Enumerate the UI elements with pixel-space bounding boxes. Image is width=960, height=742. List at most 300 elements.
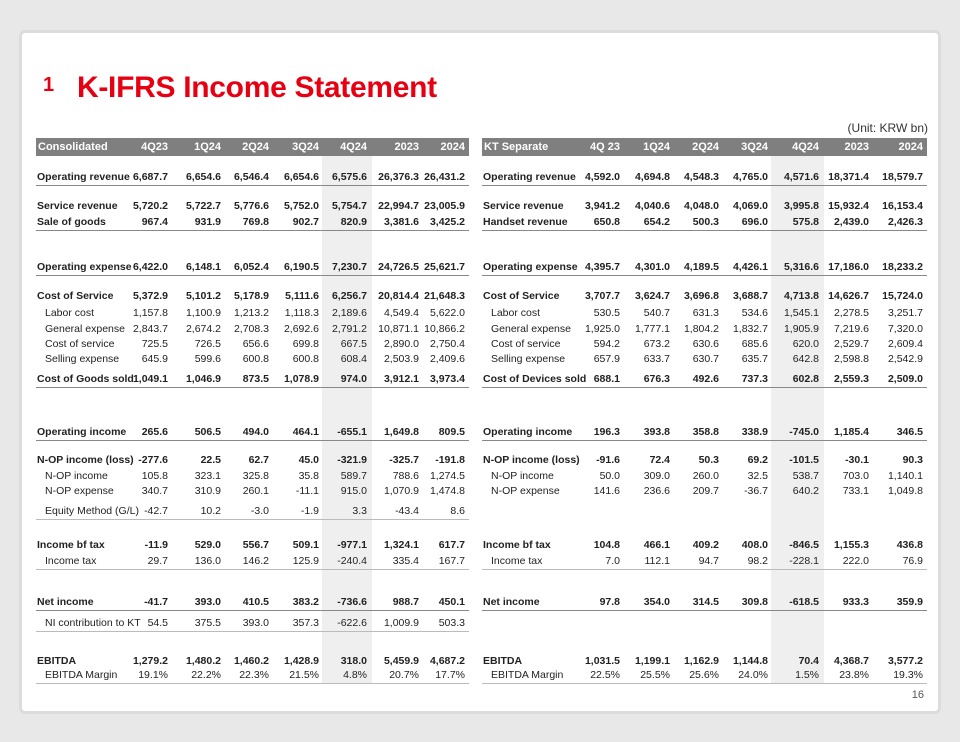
cell-value: 325.8 — [242, 470, 269, 482]
table-row — [482, 323, 927, 337]
cell-value: 309.0 — [643, 470, 670, 482]
column-header-3q24: 3Q24 — [292, 141, 319, 153]
cell-value: 25.5% — [640, 669, 670, 681]
cell-value: 5,372.9 — [132, 290, 168, 302]
cell-value: 534.6 — [741, 307, 768, 319]
cell-value: -240.4 — [337, 555, 367, 567]
cell-value: 20,814.4 — [378, 290, 419, 302]
cell-value: 1,046.9 — [185, 373, 221, 385]
cell-value: 72.4 — [649, 454, 670, 466]
cell-value: 4,048.0 — [683, 200, 719, 212]
cell-value: 640.2 — [792, 485, 819, 497]
cell-value: 70.4 — [798, 655, 819, 667]
cell-value: 54.5 — [147, 617, 168, 629]
row-label: Net income — [37, 596, 94, 608]
table-row — [482, 539, 927, 553]
table-row — [36, 454, 469, 468]
row-label: NI contribution to KT — [45, 617, 141, 629]
cell-value: -43.4 — [395, 505, 419, 517]
row-label: EBITDA Margin — [491, 669, 564, 681]
row-label: Income bf tax — [37, 539, 105, 551]
cell-value: 631.3 — [692, 307, 719, 319]
cell-value: 5,776.6 — [233, 200, 269, 212]
cell-value: 318.0 — [340, 655, 367, 667]
cell-value: 630.7 — [692, 353, 719, 365]
cell-value: 15,932.4 — [828, 200, 869, 212]
cell-value: 136.0 — [194, 555, 221, 567]
cell-value: 10,866.2 — [424, 323, 465, 335]
cell-value: -42.7 — [144, 505, 168, 517]
cell-value: 1.5% — [795, 669, 819, 681]
row-divider — [36, 275, 469, 276]
cell-value: 15,724.0 — [882, 290, 923, 302]
column-header-1q24: 1Q24 — [643, 141, 670, 153]
cell-value: 2,529.7 — [833, 338, 869, 350]
cell-value: 5,316.6 — [783, 261, 819, 273]
cell-value: 656.6 — [242, 338, 269, 350]
cell-value: 696.0 — [741, 216, 768, 228]
cell-value: 7,230.7 — [331, 261, 367, 273]
cell-value: -1.9 — [300, 505, 319, 517]
column-header-2q24: 2Q24 — [242, 141, 269, 153]
cell-value: 22.3% — [239, 669, 269, 681]
cell-value: 450.1 — [438, 596, 465, 608]
cell-value: 209.7 — [692, 485, 719, 497]
table-row — [36, 290, 469, 304]
cell-value: 650.8 — [593, 216, 620, 228]
cell-value: 141.6 — [593, 485, 620, 497]
table-row — [36, 669, 469, 683]
table-row — [36, 555, 469, 569]
cell-value: 4,571.6 — [783, 171, 819, 183]
cell-value: -41.7 — [144, 596, 168, 608]
row-label: EBITDA — [37, 655, 77, 667]
cell-value: 645.9 — [141, 353, 168, 365]
cell-value: 1,009.9 — [383, 617, 419, 629]
table-row — [482, 200, 927, 214]
slide — [19, 30, 941, 714]
cell-value: 1,274.5 — [429, 470, 465, 482]
cell-value: 410.5 — [242, 596, 269, 608]
cell-value: 393.0 — [194, 596, 221, 608]
cell-value: 642.8 — [792, 353, 819, 365]
cell-value: 4.8% — [343, 669, 367, 681]
row-label: N-OP income (loss) — [483, 454, 580, 466]
column-header-1q24: 1Q24 — [194, 141, 221, 153]
cell-value: 902.7 — [292, 216, 319, 228]
cell-value: 1,155.3 — [833, 539, 869, 551]
cell-value: 222.0 — [842, 555, 869, 567]
cell-value: 1,199.1 — [634, 655, 670, 667]
cell-value: 5,101.2 — [185, 290, 221, 302]
cell-value: 35.8 — [298, 470, 319, 482]
row-divider — [36, 610, 469, 611]
cell-value: 6,148.1 — [185, 261, 221, 273]
cell-value: 309.8 — [741, 596, 768, 608]
column-header-4q-23: 4Q 23 — [590, 141, 620, 153]
cell-value: 4,694.8 — [634, 171, 670, 183]
cell-value: 16,153.4 — [882, 200, 923, 212]
cell-value: 725.5 — [141, 338, 168, 350]
table-row — [36, 373, 469, 387]
cell-value: 1,428.9 — [283, 655, 319, 667]
table-row — [482, 470, 927, 484]
cell-value: 393.8 — [643, 426, 670, 438]
row-label: N-OP expense — [45, 485, 114, 497]
cell-value: 436.8 — [896, 539, 923, 551]
cell-value: 4,301.0 — [634, 261, 670, 273]
cell-value: 529.0 — [194, 539, 221, 551]
cell-value: 4,765.0 — [732, 171, 768, 183]
cell-value: 3,624.7 — [634, 290, 670, 302]
cell-value: 2,542.9 — [887, 353, 923, 365]
cell-value: 466.1 — [643, 539, 670, 551]
row-label: Income tax — [45, 555, 97, 567]
cell-value: 359.9 — [896, 596, 923, 608]
cell-value: 260.1 — [242, 485, 269, 497]
cell-value: 1,474.8 — [429, 485, 465, 497]
cell-value: 22,994.7 — [378, 200, 419, 212]
cell-value: -11.9 — [144, 539, 168, 551]
cell-value: 7,219.6 — [833, 323, 869, 335]
cell-value: 2,426.3 — [887, 216, 923, 228]
cell-value: 1,832.7 — [732, 323, 768, 335]
column-header-4q24: 4Q24 — [792, 141, 819, 153]
cell-value: 1,279.2 — [132, 655, 168, 667]
cell-value: 6,654.6 — [185, 171, 221, 183]
cell-value: 260.0 — [692, 470, 719, 482]
cell-value: 6,422.0 — [132, 261, 168, 273]
cell-value: 464.1 — [292, 426, 319, 438]
table-row — [36, 617, 469, 631]
cell-value: 931.9 — [194, 216, 221, 228]
cell-value: 4,713.8 — [783, 290, 819, 302]
cell-value: 24.0% — [738, 669, 768, 681]
cell-value: 2,509.0 — [887, 373, 923, 385]
left-header-title: Consolidated — [38, 141, 108, 153]
cell-value: -321.9 — [337, 454, 367, 466]
cell-value: 335.4 — [392, 555, 419, 567]
cell-value: 1,118.3 — [284, 307, 319, 319]
cell-value: 1,213.2 — [233, 307, 269, 319]
left-table-header — [36, 138, 469, 156]
cell-value: 673.2 — [643, 338, 670, 350]
cell-value: 314.5 — [692, 596, 719, 608]
table-row — [36, 171, 469, 185]
cell-value: 2,843.7 — [132, 323, 168, 335]
page-number: 16 — [911, 689, 924, 701]
row-label: Cost of service — [45, 338, 115, 350]
row-label: General expense — [45, 323, 125, 335]
cell-value: 18,579.7 — [882, 171, 923, 183]
cell-value: 409.2 — [692, 539, 719, 551]
cell-value: 146.2 — [242, 555, 269, 567]
cell-value: 608.4 — [340, 353, 367, 365]
table-row — [36, 596, 469, 610]
cell-value: 635.7 — [741, 353, 768, 365]
cell-value: 23.8% — [839, 669, 869, 681]
cell-value: 22.5% — [590, 669, 620, 681]
table-row — [36, 323, 469, 337]
cell-value: 18,371.4 — [828, 171, 869, 183]
title-number: 1 — [43, 74, 55, 96]
row-label: Service revenue — [483, 200, 564, 212]
cell-value: 393.0 — [242, 617, 269, 629]
cell-value: 17.7% — [435, 669, 465, 681]
cell-value: 340.7 — [141, 485, 168, 497]
cell-value: 25.6% — [689, 669, 719, 681]
cell-value: 5,111.6 — [285, 290, 319, 302]
cell-value: -736.6 — [337, 596, 367, 608]
row-label: N-OP income (loss) — [37, 454, 134, 466]
cell-value: 10,871.1 — [378, 323, 419, 335]
cell-value: 22.5 — [200, 454, 221, 466]
page-title: K-IFRS Income Statement — [77, 71, 437, 104]
cell-value: 685.6 — [741, 338, 768, 350]
cell-value: 4,426.1 — [732, 261, 768, 273]
cell-value: 22.2% — [191, 669, 221, 681]
table-row — [482, 426, 927, 440]
row-label: Selling expense — [491, 353, 566, 365]
cell-value: 2,189.6 — [331, 307, 367, 319]
cell-value: 530.5 — [593, 307, 620, 319]
cell-value: 4,548.3 — [683, 171, 719, 183]
cell-value: 1,185.4 — [833, 426, 869, 438]
table-row — [36, 216, 469, 230]
cell-value: 3,696.8 — [683, 290, 719, 302]
cell-value: 76.9 — [902, 555, 923, 567]
cell-value: 3.3 — [352, 505, 367, 517]
cell-value: 737.3 — [741, 373, 768, 385]
unit-label: (Unit: KRW bn) — [847, 121, 928, 135]
cell-value: 26,431.2 — [424, 171, 465, 183]
cell-value: 494.0 — [242, 426, 269, 438]
row-label: Operating revenue — [483, 171, 576, 183]
cell-value: 915.0 — [340, 485, 367, 497]
cell-value: 383.2 — [292, 596, 319, 608]
cell-value: 769.8 — [242, 216, 269, 228]
table-row — [482, 353, 927, 367]
table-row — [36, 426, 469, 440]
cell-value: 5,754.7 — [331, 200, 367, 212]
row-label: Cost of service — [491, 338, 561, 350]
cell-value: 1,049.8 — [887, 485, 923, 497]
cell-value: 1,804.2 — [683, 323, 719, 335]
cell-value: 633.7 — [643, 353, 670, 365]
cell-value: 50.0 — [599, 470, 620, 482]
row-label: Income tax — [491, 555, 543, 567]
cell-value: -101.5 — [789, 454, 819, 466]
row-divider — [36, 519, 469, 520]
cell-value: -277.6 — [138, 454, 168, 466]
column-header-2023: 2023 — [394, 141, 419, 153]
row-label: Handset revenue — [483, 216, 568, 228]
cell-value: -622.6 — [337, 617, 367, 629]
cell-value: 654.2 — [643, 216, 670, 228]
cell-value: 2,439.0 — [833, 216, 869, 228]
table-row — [482, 171, 927, 185]
right-header-title: KT Separate — [484, 141, 549, 153]
row-label: Cost of Devices sold — [483, 373, 587, 385]
table-row — [482, 596, 927, 610]
table-row — [36, 655, 469, 669]
cell-value: 5,722.7 — [185, 200, 221, 212]
cell-value: 3,688.7 — [732, 290, 768, 302]
cell-value: 20.7% — [389, 669, 419, 681]
row-label: Operating expense — [37, 261, 132, 273]
cell-value: 988.7 — [392, 596, 419, 608]
cell-value: 1,480.2 — [185, 655, 221, 667]
cell-value: 538.7 — [792, 470, 819, 482]
cell-value: 2,708.3 — [233, 323, 269, 335]
cell-value: 2,692.6 — [283, 323, 319, 335]
cell-value: 599.6 — [194, 353, 221, 365]
column-header-4q24: 4Q24 — [340, 141, 367, 153]
cell-value: 2,890.0 — [383, 338, 419, 350]
cell-value: -30.1 — [845, 454, 869, 466]
cell-value: 323.1 — [194, 470, 221, 482]
cell-value: 6,575.6 — [331, 171, 367, 183]
cell-value: 3,707.7 — [584, 290, 620, 302]
cell-value: 506.5 — [194, 426, 221, 438]
cell-value: 19.1% — [138, 669, 168, 681]
cell-value: 45.0 — [298, 454, 319, 466]
column-header-2024: 2024 — [440, 141, 465, 153]
table-row — [36, 539, 469, 553]
cell-value: 25,621.7 — [424, 261, 465, 273]
cell-value: 667.5 — [340, 338, 367, 350]
row-divider — [482, 275, 927, 276]
cell-value: 105.8 — [141, 470, 168, 482]
cell-value: 1,905.9 — [783, 323, 819, 335]
row-divider — [482, 387, 927, 388]
cell-value: 90.3 — [902, 454, 923, 466]
cell-value: 4,368.7 — [833, 655, 869, 667]
cell-value: 3,577.2 — [887, 655, 923, 667]
cell-value: 98.2 — [747, 555, 768, 567]
cell-value: 500.3 — [692, 216, 719, 228]
cell-value: 1,545.1 — [783, 307, 819, 319]
table-row — [482, 669, 927, 683]
cell-value: 788.6 — [392, 470, 419, 482]
cell-value: 688.1 — [593, 373, 620, 385]
cell-value: 112.1 — [644, 555, 670, 567]
row-label: Operating income — [37, 426, 127, 438]
cell-value: 24,726.5 — [378, 261, 419, 273]
cell-value: 8.6 — [450, 505, 465, 517]
row-label: General expense — [491, 323, 571, 335]
cell-value: 1,460.2 — [233, 655, 269, 667]
cell-value: 1,324.1 — [383, 539, 419, 551]
cell-value: -3.0 — [250, 505, 269, 517]
cell-value: 2,503.9 — [383, 353, 419, 365]
table-row — [482, 261, 927, 275]
cell-value: 2,674.2 — [185, 323, 221, 335]
cell-value: 62.7 — [248, 454, 269, 466]
row-label: N-OP income — [45, 470, 108, 482]
cell-value: 7,320.0 — [887, 323, 923, 335]
cell-value: 575.8 — [792, 216, 819, 228]
cell-value: -228.1 — [789, 555, 819, 567]
table-row — [482, 485, 927, 499]
cell-value: 50.3 — [698, 454, 719, 466]
cell-value: 2,791.2 — [331, 323, 367, 335]
cell-value: 657.9 — [593, 353, 620, 365]
cell-value: 354.0 — [643, 596, 670, 608]
cell-value: 5,459.9 — [383, 655, 419, 667]
cell-value: 4,069.0 — [732, 200, 768, 212]
row-label: Labor cost — [491, 307, 541, 319]
row-label: Selling expense — [45, 353, 120, 365]
cell-value: 967.4 — [141, 216, 168, 228]
column-header-2024: 2024 — [898, 141, 923, 153]
cell-value: 5,178.9 — [233, 290, 269, 302]
cell-value: 600.8 — [242, 353, 269, 365]
row-divider — [36, 230, 469, 231]
row-label: Service revenue — [37, 200, 118, 212]
cell-value: 310.9 — [194, 485, 221, 497]
row-divider — [36, 185, 469, 186]
cell-value: -91.6 — [596, 454, 620, 466]
cell-value: 1,140.1 — [887, 470, 923, 482]
row-divider — [482, 440, 927, 441]
cell-value: 4,549.4 — [383, 307, 419, 319]
cell-value: 3,425.2 — [429, 216, 465, 228]
cell-value: -325.7 — [389, 454, 419, 466]
cell-value: 630.6 — [692, 338, 719, 350]
table-row — [36, 470, 469, 484]
cell-value: -36.7 — [744, 485, 768, 497]
cell-value: 676.3 — [643, 373, 670, 385]
row-label: Net income — [483, 596, 540, 608]
cell-value: 2,609.4 — [887, 338, 923, 350]
cell-value: 2,409.6 — [429, 353, 465, 365]
cell-value: 265.6 — [141, 426, 168, 438]
right-table-header — [482, 138, 927, 156]
cell-value: 2,559.3 — [833, 373, 869, 385]
cell-value: 94.7 — [698, 555, 719, 567]
table-row — [36, 200, 469, 214]
table-row — [482, 307, 927, 321]
cell-value: 4,395.7 — [584, 261, 620, 273]
cell-value: 32.5 — [747, 470, 768, 482]
cell-value: 125.9 — [292, 555, 319, 567]
cell-value: 1,078.9 — [283, 373, 319, 385]
row-divider — [36, 631, 469, 632]
table-row — [482, 454, 927, 468]
cell-value: 1,777.1 — [634, 323, 670, 335]
cell-value: 589.7 — [340, 470, 367, 482]
cell-value: 492.6 — [692, 373, 719, 385]
cell-value: 23,005.9 — [424, 200, 465, 212]
row-label: Equity Method (G/L) — [45, 505, 139, 517]
cell-value: 703.0 — [842, 470, 869, 482]
cell-value: 1,162.9 — [683, 655, 719, 667]
cell-value: 1,649.8 — [383, 426, 419, 438]
cell-value: 974.0 — [340, 373, 367, 385]
cell-value: 69.2 — [747, 454, 768, 466]
row-divider — [482, 569, 927, 570]
cell-value: 1,144.8 — [732, 655, 768, 667]
cell-value: 357.3 — [292, 617, 319, 629]
row-label: EBITDA Margin — [45, 669, 118, 681]
cell-value: 873.5 — [242, 373, 269, 385]
cell-value: 509.1 — [292, 539, 319, 551]
cell-value: 726.5 — [194, 338, 221, 350]
cell-value: 10.2 — [200, 505, 221, 517]
cell-value: 6,546.4 — [233, 171, 269, 183]
cell-value: 4,040.6 — [634, 200, 670, 212]
